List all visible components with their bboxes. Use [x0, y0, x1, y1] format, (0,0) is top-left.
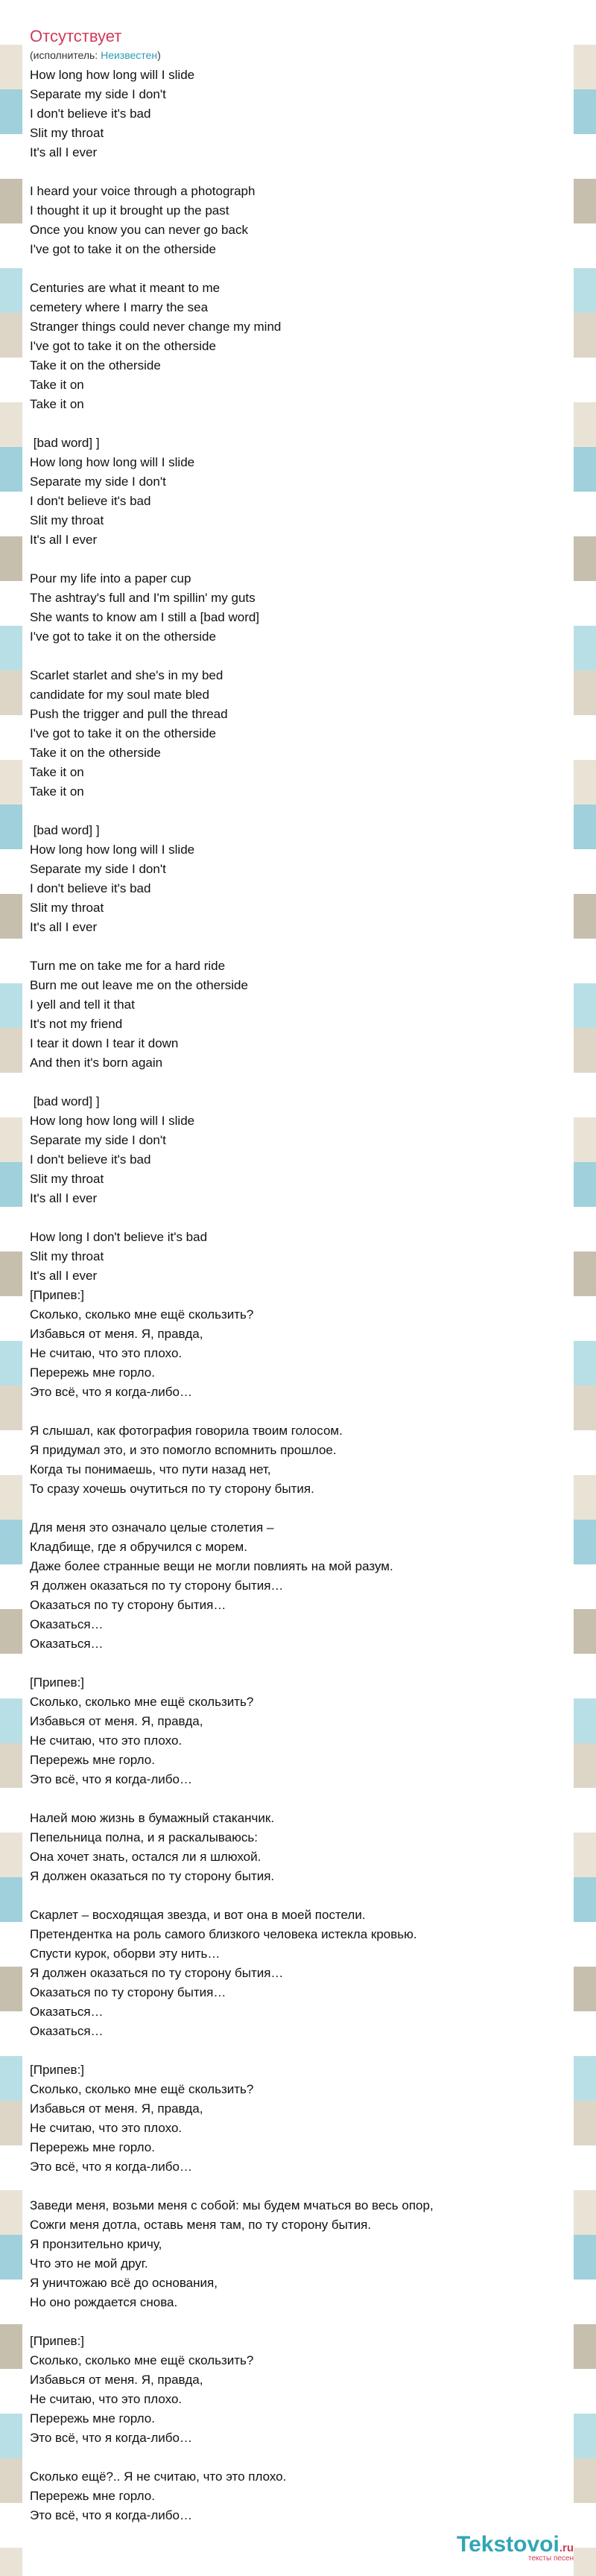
song-title: Отсутствует	[30, 27, 122, 45]
artist-link[interactable]: Неизвестен	[101, 49, 158, 61]
lyrics-text: How long how long will I slide Separate my side I don't I don't believe it's bad Slit my throat It's all I ever I heard your voice through a photograph I thought it up it brought up the past Once you know you can never go back I've got to take it on the otherside Centuries are what it meant to me cemetery where I marry the sea Stranger things could never change my mind I've got to take it on the otherside Take it on the otherside Take it on Take it on [bad word] ] How long how long will I slide Separate my side I don't I don't believe it's bad Slit my throat It's all I ever Pour my life into a paper cup The ashtray's full and I'm spillin' my guts She wants to know am I still a [bad word] I've got to take it on the otherside Scarlet starlet and she's in my bed candidate for my soul mate bled Push the trigger and pull the thread I've got to take it on the otherside Take it on the otherside Take it on Take it on [bad word] ] How long how long will I slide Separate my side I don't I don't believe it's bad Slit my throat It's all I ever Turn me on take me for a hard ride Burn me out leave me on the otherside I yell and tell it that It's not my friend I tear it down I tear it down And then it's born again [bad word] ] How long how long will I slide Separate my side I don't I don't believe it's bad Slit my throat It's all I ever How long I don't believe it's bad Slit my throat It's all I ever [Припев:] Сколько, сколько мне ещё скользить? Избавься от меня. Я, правда, Не считаю, что это плохо. Перережь мне горло. Это всё, что я когда-либо… Я слышал, как фотография говорила твоим голосом. Я придумал это, и это помогло вспомнить прошлое. Когда ты понимаешь, что пути назад нет, То сразу хочешь очутиться по ту сторону бытия. Для меня это означало целые столетия – Кладбище, где я обручился с морем. Даже более странные вещи не могли повлиять на мой разум. Я должен оказаться по ту сторону бытия… Оказаться по ту сторону бытия… Оказаться… Оказаться… [Припев:] Сколько, сколько мне ещё скользить? Избавься от меня. Я, правда, Не считаю, что это плохо. Перережь мне горло. Это всё, что я когда-либо… Налей мою жизнь в бумажный стаканчик. Пепельница полна, и я раскалываюсь: Она хочет знать, остался ли я шлюхой. Я должен оказаться по ту сторону бытия. Скарлет – восходящая звезда, и вот она в моей постели. Претендентка на роль самого близкого человека истекла кровью. Спусти курок, оборви эту нить… Я должен оказаться по ту сторону бытия… Оказаться по ту сторону бытия… Оказаться… Оказаться… [Припев:] Сколько, сколько мне ещё скользить? Избавься от меня. Я, правда, Не считаю, что это плохо. Перережь мне горло. Это всё, что я когда-либо… Заведи меня, возьми меня с собой: мы будем мчаться во весь опор, Сожги меня дотла, оставь меня там, по ту сторону бытия. Я пронзительно кричу, Что это не мой друг. Я уничтожаю всё до основания, Но оно рождается снова. [Припев:] Сколько, сколько мне ещё скользить? Избавься от меня. Я, правда, Не считаю, что это плохо. Перережь мне горло. Это всё, что я когда-либо… Сколько ещё?.. Я не считаю, что это плохо. Перережь мне горло. Это всё, что я когда-либо…	[30, 68, 434, 2522]
logo-tagline: тексты песен	[527, 2554, 574, 2563]
left-decorative-stripe	[0, 0, 22, 2576]
artist-suffix: )	[157, 49, 161, 61]
site-logo[interactable]	[457, 2532, 574, 2563]
logo-tld: .ru	[559, 2542, 574, 2554]
artist-prefix: (исполнитель:	[30, 49, 101, 61]
right-decorative-stripe	[574, 0, 596, 2576]
logo-name: Tekstovoi	[457, 2532, 559, 2557]
song-content	[30, 27, 551, 2525]
artist-line	[30, 49, 551, 61]
